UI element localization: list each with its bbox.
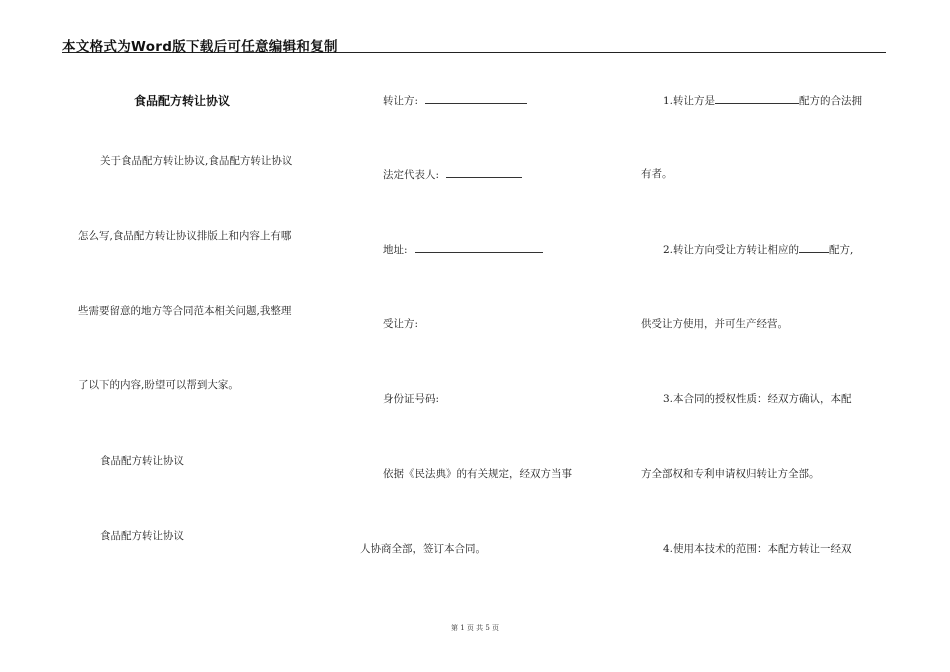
basis-line-1: 依据《民法典》的有关规定，经双方当事	[383, 468, 572, 480]
transferor-label: 转让方:	[383, 95, 419, 107]
clause-3-line-1: 3.本合同的授权性质：经双方确认，本配	[663, 393, 852, 405]
page-number: 第 1 页 共 5 页	[450, 624, 500, 632]
clause-2-part-a: 2.转让方向受让方转让相应的	[663, 244, 800, 256]
header-text: 本文格式为Word版下载后可任意编辑和复制	[62, 39, 338, 55]
transferee-label: 受让方:	[383, 318, 419, 330]
clause-2-line-1	[663, 242, 853, 257]
id-number-label: 身份证号码:	[383, 393, 440, 405]
clause-1-blank	[715, 93, 799, 104]
clause-1-line-2: 有者。	[641, 168, 673, 180]
legal-rep-blank	[446, 167, 522, 178]
basis-line-2: 人协商全部，签订本合同。	[360, 543, 486, 555]
subheading-2: 食品配方转让协议	[100, 530, 184, 542]
legal-rep-field	[383, 167, 522, 182]
intro-line-4: 了以下的内容,盼望可以帮到大家。	[78, 379, 239, 391]
document-title: 食品配方转让协议	[134, 94, 231, 108]
clause-1-line-1	[663, 93, 862, 108]
intro-line-2: 怎么写,食品配方转让协议排版上和内容上有哪	[78, 230, 292, 242]
clause-2-blank	[799, 242, 829, 253]
address-field	[383, 242, 543, 257]
intro-line-3: 些需要留意的地方等合同范本相关问题,我整理	[78, 305, 292, 317]
transferor-field	[383, 93, 527, 108]
transferor-blank	[425, 93, 527, 104]
address-label: 地址:	[383, 244, 408, 256]
clause-4-line-1: 4.使用本技术的范围：本配方转让一经双	[663, 543, 852, 555]
address-blank	[415, 242, 543, 253]
legal-rep-label: 法定代表人:	[383, 169, 440, 181]
subheading-1: 食品配方转让协议	[100, 455, 184, 467]
clause-3-line-2: 方全部权和专利申请权归转让方全部。	[641, 468, 820, 480]
intro-line-1: 关于食品配方转让协议,食品配方转让协议	[100, 155, 293, 167]
clause-1-part-b: 配方的合法拥	[799, 95, 863, 107]
clause-2-line-2: 供受让方使用，并可生产经营。	[641, 318, 788, 330]
clause-2-part-b: 配方,	[829, 244, 854, 256]
clause-1-part-a: 1.转让方是	[663, 95, 716, 107]
